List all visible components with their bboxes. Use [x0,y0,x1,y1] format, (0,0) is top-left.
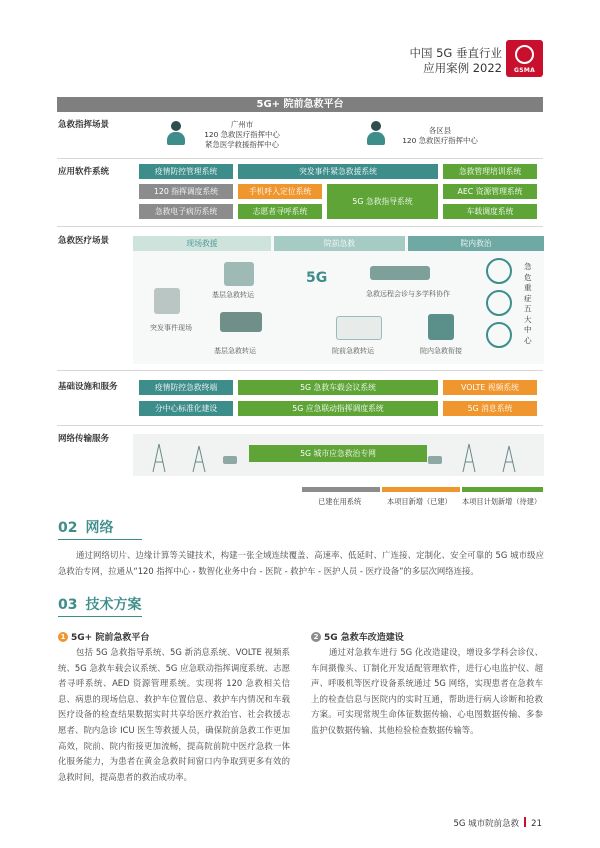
incident-icon [154,288,180,314]
item-1-heading [58,630,149,643]
page-number: 21 [531,819,542,829]
item-1-number: 1 [58,632,68,642]
section-label-infra: 基础设施和服务 [58,382,118,392]
section-03-title: 技术方案 [85,597,142,613]
legend-label-planned: 本项目计划新增（待建） [462,497,542,506]
hospital-icon [428,314,454,340]
ehr-box: 急救电子病历系统 [139,204,233,219]
globe-icon [515,45,534,64]
command-node-city [192,120,292,150]
medical-scene-panel [133,236,544,364]
command-5g-box: 5G 急救指导系统 [327,184,438,219]
ambulance-icon [336,316,382,340]
footer-text: 5G 城市院前急救 [453,819,520,829]
section-label-software: 应用软件系统 [58,167,110,177]
caption-inhospital-link: 院内急救衔接 [420,347,462,355]
caption-centers: 急危重症五大中心 [524,262,532,345]
section-label-medical: 急救医疗场景 [58,236,110,246]
legend-label-existing: 已建在用系统 [318,497,362,506]
report-title [409,46,502,76]
report-title-line2: 应用案例 2022 [423,61,502,75]
section-02-number: 02 [58,520,78,536]
section-label-network: 网络传输服务 [58,434,110,444]
legend-swatch-new-built [382,487,460,492]
logo-text: GSMA [513,67,536,74]
divider [57,226,543,227]
aec-box: AEC 资源管理系统 [443,184,537,199]
message-5g-box: 5G 消息系统 [443,401,537,416]
caption-base-transfer-1: 基层急救转运 [212,291,254,299]
caption-remote-consult: 急救远程会诊与多学科协作 [366,290,450,298]
network-5g-box: 5G 城市应急救治专网 [249,445,427,462]
epidemic-mgmt-box: 疫情防控管理系统 [139,164,233,179]
diagram-banner: 5G+ 院前急救平台 [57,97,543,112]
item-2-number: 2 [311,632,321,642]
section-02-heading [58,517,113,537]
section-02-title: 网络 [85,520,114,536]
section-03-underline [58,616,142,617]
section-02-underline [58,539,142,540]
command-node-district [390,126,490,146]
item-1-body: 包括 5G 急救指导系统、5G 新消息系统、VOLTE 视频系统、5G 急救车载会议系统、5G 应急联动指挥调度系统、志愿者寻呼系统、AED 资源管理系统。实现将 120 急救相关信息、病患的现场信息、救护车位置信息、救护车内情况和车载医疗设备的检查结果数据实时共享给医疗救治官、社会救援志愿者、院内急诊 ICU 医生等救援人员，确保院前急救工作更加高效，院前、院内衔接更加流畅，提高院前院中医疗急救一体化服务能力，为患者在黄金急救时间窗口内争取到更多有效的急救时间，提高患者的救治成功率。 [58,647,290,782]
tab-prehospital: 院前急救 [274,236,405,251]
phone-location-box: 手机呼入定位系统 [238,184,322,199]
section-03-number: 03 [58,597,78,613]
dispatch-120-box: 120 指挥调度系统 [139,184,233,199]
training-box: 急救管理培训系统 [443,164,537,179]
dispatcher-icon [166,121,186,145]
clinic-icon [224,262,254,286]
logo-5g: 5G [306,270,328,286]
command-node-city-line2: 120 急救医疗指挥中心 [204,130,280,139]
command-node-district-line2: 120 急救医疗指挥中心 [402,136,478,145]
vehicle-icon [220,312,262,332]
page-footer [453,817,542,829]
legend-label-new-built: 本项目新增（已建） [387,497,452,506]
divider [57,425,543,426]
tab-inhospital: 院内救治 [408,236,544,251]
volte-box: VOLTE 视频系统 [443,380,537,395]
consult-devices-icon [370,266,430,280]
command-node-city-line1: 广州市 [230,120,254,129]
item-2-heading [311,630,404,643]
section-label-command: 急救指挥场景 [58,120,110,130]
divider [57,370,543,371]
epidemic-terminal-box: 疫情防控急救终端 [139,380,233,395]
caption-prehospital-transfer: 院前急救转运 [332,347,374,355]
emergency-event-box: 突发事件紧急救援系统 [238,164,438,179]
divider [57,158,543,159]
conference-5g-box: 5G 急救车载会议系统 [238,380,438,395]
triage-box: 分中心标准化建设 [139,401,233,416]
section-02-body: 通过网络切片、边缘计算等关键技术，构建一张全域连续覆盖、高速率、低延时、广连接、定制化、安全可靠的 5G 城市级应急救治专网，拉通从“120 指挥中心 - 数智化业务中台 - 医院 - 救护车 - 医护人员 - 医疗设备”的多层次网络连接。 [58,550,544,576]
report-title-line1: 中国 5G 垂直行业 [409,46,502,60]
command-node-district-line1: 各区县 [428,126,452,135]
legend-swatch-planned [462,487,543,492]
legend-swatch-existing [302,487,380,492]
tab-onsite: 现场救援 [133,236,271,251]
item-2-title: 5G 急救车改造建设 [324,633,404,643]
command-node-city-line3: 紧急医学救援指挥中心 [205,140,279,149]
gsma-logo [506,40,543,77]
section-03-heading [58,594,141,614]
center-seals [486,258,512,358]
dispatcher-icon [366,121,386,145]
footer-divider [524,817,526,827]
linkage-5g-box: 5G 应急联动指挥调度系统 [238,401,438,416]
volunteer-box: 志愿者寻呼系统 [238,204,322,219]
caption-incident-site: 突发事件现场 [150,324,192,332]
item-2-body: 通过对急救车进行 5G 化改造建设，增设多学科会诊仪、车间摄像头、订制化开发适配管理软件，进行心电监护仪、超声、呼吸机等医疗设备系统通过 5G 网络，实现患者在急救车上的检查信息与医院内的实时互通，帮助进行病人诊断和抢救方案。可实现常规生命体征数据传输、心电图数据传输、多参监护仪数据传输、其他检验检查数据传输等。 [311,647,543,735]
caption-base-transfer-2: 基层急救转运 [214,347,256,355]
vehicle-dispatch-box: 车载调度系统 [443,204,537,219]
item-1-title: 5G+ 院前急救平台 [71,633,150,643]
